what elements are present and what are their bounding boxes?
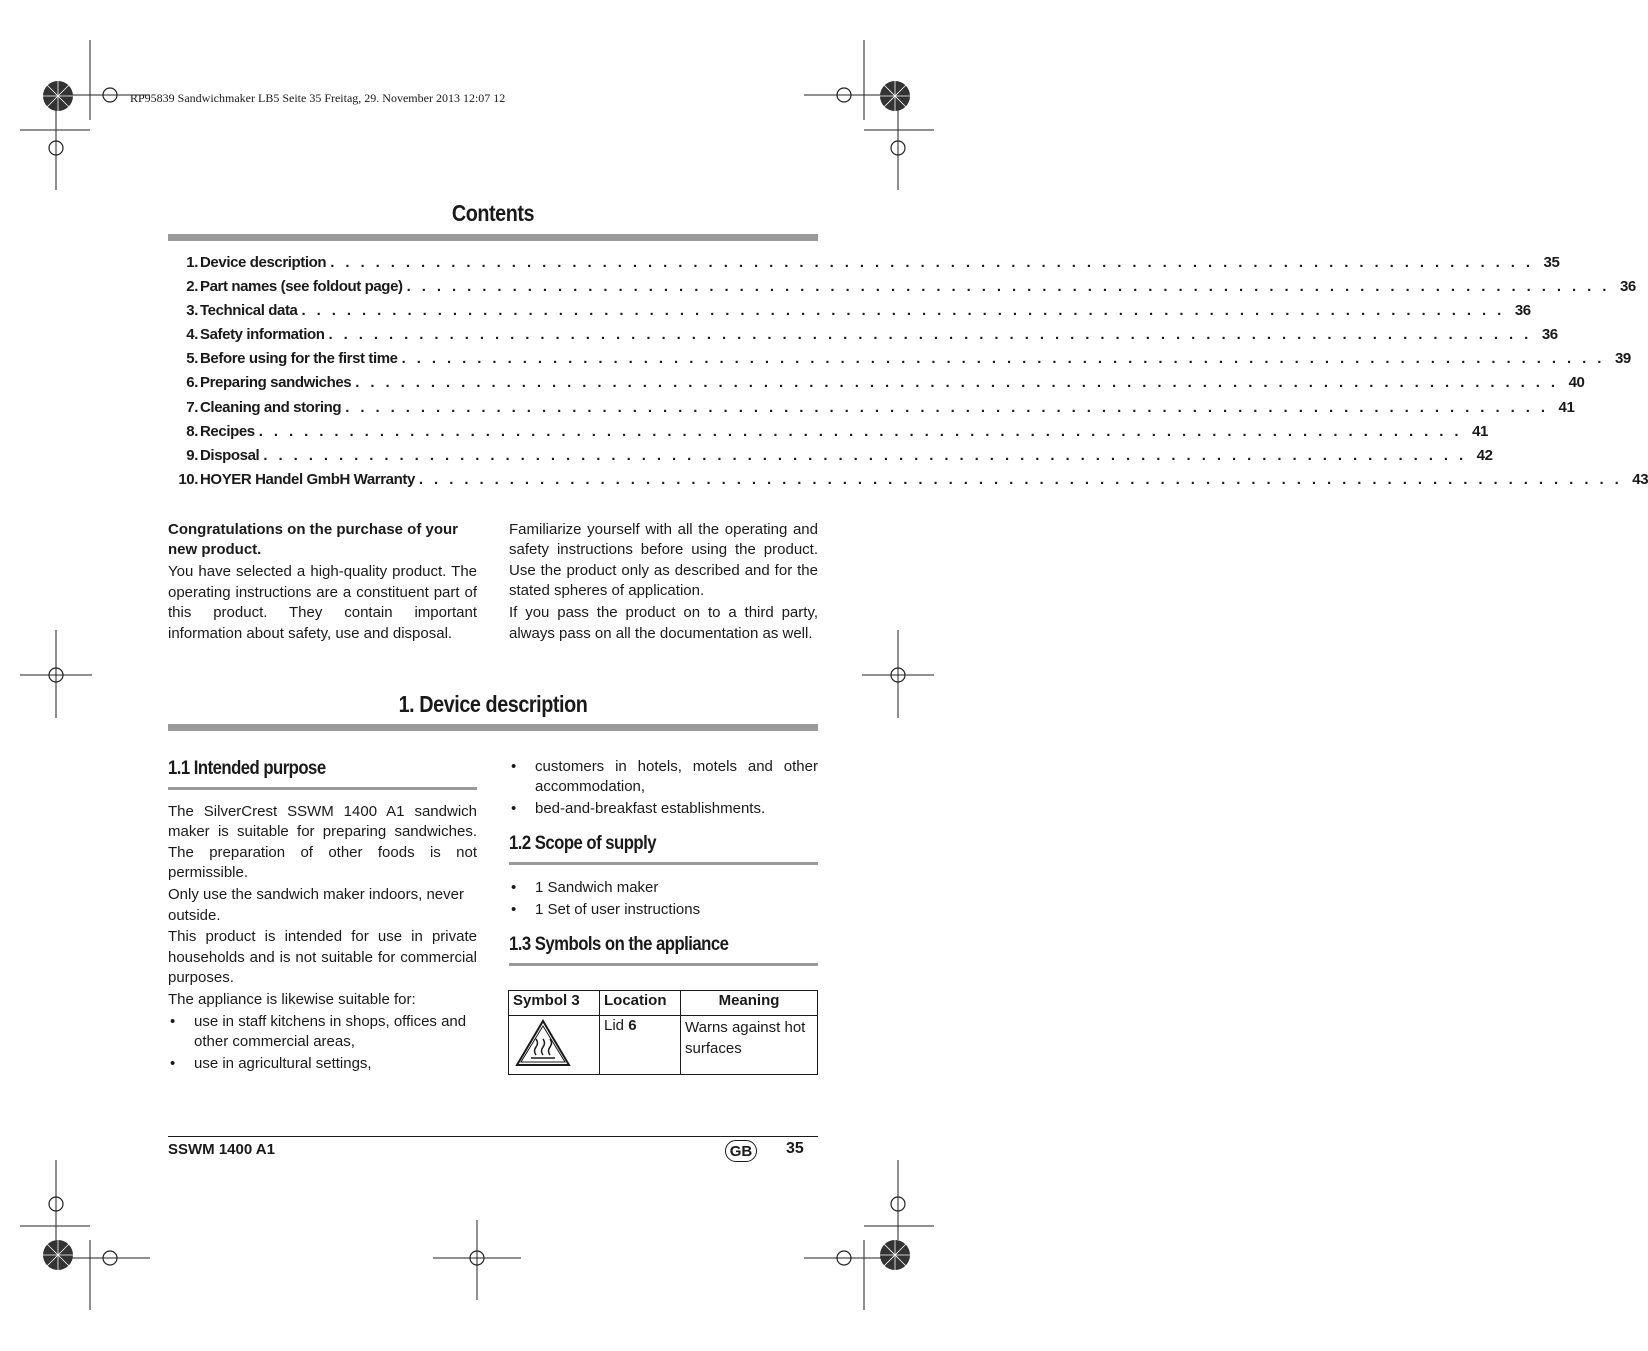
toc-item[interactable] — [168, 302, 1531, 326]
rule-symbols — [509, 963, 818, 966]
purpose-p4: The appliance is likewise suitable for: — [168, 991, 416, 1009]
toc-item-title: Technical data — [200, 302, 298, 320]
table-cell-symbol — [509, 1016, 600, 1075]
table-header-location: Location — [600, 991, 681, 1016]
table-header-symbol: Symbol 3 — [509, 991, 600, 1016]
list-item: • use in agricultural settings, — [168, 1054, 477, 1074]
toc-leader-dots: . . . . . . . . . . . . . . . . . . . . . . . . . . . . . . . . . . . . . . . . . . . . . . . . . . . . . . . . . . . . . . . . . . . . . . . . . . . . . . . . — [330, 254, 1534, 271]
toc-leader-dots: . . . . . . . . . . . . . . . . . . . . . . . . . . . . . . . . . . . . . . . . . . . . . . . . . . . . . . . . . . . . . . . . . . . . . . . . . . . . . . . . — [263, 446, 1467, 464]
section-title: 1. Device description — [398, 691, 588, 717]
toc-item[interactable] — [168, 350, 1631, 374]
toc-item-number: 10. — [178, 470, 198, 488]
hot-surface-warning-icon — [513, 1017, 573, 1069]
list-item: • bed-and-breakfast establishments. — [509, 799, 818, 819]
table-of-contents — [168, 254, 1648, 495]
table-header-meaning: Meaning — [681, 991, 818, 1016]
purpose-p1: The SilverCrest SSWM 1400 A1 sandwich maker is suitable for preparing sandwiches. The preparation of other foods is not permissible. — [168, 803, 477, 882]
purpose-bullets-right — [509, 757, 818, 820]
toc-item-page: 39 — [1614, 350, 1631, 368]
rule-scope-of-supply — [509, 862, 818, 865]
symbols-table — [508, 990, 818, 1075]
toc-item-number: 4. — [186, 326, 198, 344]
list-item: • use in staff kitchens in shops, offices and other commercial areas, — [168, 1012, 477, 1053]
toc-item[interactable] — [168, 398, 1575, 423]
toc-item-number: 6. — [186, 374, 198, 392]
location-text: Lid — [604, 1017, 629, 1034]
table-cell-location — [600, 1016, 681, 1075]
toc-item-title: Preparing sandwiches — [200, 374, 352, 392]
intro-heading: Congratulations on the purchase of your new product. — [168, 521, 459, 559]
intro-left-text: You have selected a high-quality product. The operating instructions are a constituent part of this product. They contain important information about safety, use and disposal. — [168, 563, 477, 642]
toc-item-page: 35 — [1543, 254, 1560, 271]
toc-item[interactable] — [168, 254, 1560, 278]
toc-item[interactable] — [168, 422, 1488, 447]
toc-item-number: 2. — [186, 278, 198, 296]
heading-scope-of-supply: 1.2 Scope of supply — [509, 833, 657, 854]
toc-item-number: 9. — [186, 446, 198, 464]
table-cell-meaning: Warns against hot surfaces — [681, 1016, 818, 1075]
toc-leader-dots: . . . . . . . . . . . . . . . . . . . . . . . . . . . . . . . . . . . . . . . . . . . . . . . . . . . . . . . . . . . . . . . . . . . . . . . . . . . . . . . . — [401, 350, 1605, 368]
toc-leader-dots: . . . . . . . . . . . . . . . . . . . . . . . . . . . . . . . . . . . . . . . . . . . . . . . . . . . . . . . . . . . . . . . . . . . . . . . . . . . . . . . . — [355, 374, 1559, 392]
toc-leader-dots: . . . . . . . . . . . . . . . . . . . . . . . . . . . . . . . . . . . . . . . . . . . . . . . . . . . . . . . . . . . . . . . . . . . . . . . . . . . . . . . . — [418, 470, 1623, 488]
toc-leader-dots: . . . . . . . . . . . . . . . . . . . . . . . . . . . . . . . . . . . . . . . . . . . . . . . . . . . . . . . . . . . . . . . . . . . . . . . . . . . . . . . . — [301, 302, 1505, 320]
contents-bar — [168, 234, 818, 241]
toc-leader-dots: . . . . . . . . . . . . . . . . . . . . . . . . . . . . . . . . . . . . . . . . . . . . . . . . . . . . . . . . . . . . . . . . . . . . . . . . . . . . . . . . — [345, 398, 1549, 416]
toc-item-title: Safety information — [200, 326, 325, 344]
toc-item-page: 36 — [1541, 326, 1558, 344]
section-bar — [168, 724, 818, 731]
toc-item-title: Device description — [200, 254, 327, 271]
list-item: • 1 Set of user instructions — [509, 900, 818, 920]
purpose-p3: This product is intended for use in private households and is not suitable for commercial purposes. — [168, 928, 477, 987]
toc-item-page: 41 — [1472, 422, 1488, 440]
purpose-bullets-left — [168, 1012, 477, 1075]
location-number: 6 — [628, 1017, 637, 1034]
footer-model: SSWM 1400 A1 — [168, 1141, 275, 1158]
toc-leader-dots: . . . . . . . . . . . . . . . . . . . . . . . . . . . . . . . . . . . . . . . . . . . . . . . . . . . . . . . . . . . . . . . . . . . . . . . . . . . . . . . . — [328, 326, 1532, 344]
toc-item[interactable] — [168, 446, 1493, 471]
footer-page-number: 35 — [786, 1140, 804, 1157]
toc-item-number: 5. — [186, 350, 198, 368]
toc-item-number: 3. — [186, 302, 198, 320]
toc-item-page: 36 — [1619, 278, 1636, 296]
purpose-bullets-right-col — [509, 757, 818, 821]
heading-intended-purpose: 1.1 Intended purpose — [168, 758, 326, 779]
print-header: RP95839 Sandwichmaker LB5 Seite 35 Freitag, 29. November 2013 12:07 12 — [130, 91, 506, 105]
toc-item-page: 40 — [1568, 374, 1585, 392]
toc-item-title: Part names (see foldout page) — [200, 278, 403, 296]
toc-item[interactable] — [168, 326, 1558, 350]
toc-item-title: Disposal — [200, 446, 260, 464]
toc-item-title: Before using for the first time — [200, 350, 398, 368]
rule-intended-purpose — [168, 787, 477, 790]
intro-right — [509, 520, 818, 645]
toc-item-number: 1. — [186, 254, 198, 271]
scope-list — [509, 878, 818, 922]
intro-left — [168, 520, 477, 645]
list-item: • customers in hotels, motels and other accommodation, — [509, 757, 818, 798]
toc-item[interactable] — [168, 278, 1636, 302]
toc-item-number: 8. — [186, 422, 198, 440]
toc-item-page: 41 — [1558, 398, 1575, 416]
toc-item-title: Recipes — [200, 422, 255, 440]
footer-rule — [168, 1136, 818, 1137]
toc-item-page: 42 — [1476, 446, 1493, 464]
list-item: • 1 Sandwich maker — [509, 878, 818, 898]
toc-leader-dots: . . . . . . . . . . . . . . . . . . . . . . . . . . . . . . . . . . . . . . . . . . . . . . . . . . . . . . . . . . . . . . . . . . . . . . . . . . . . . . . . — [258, 422, 1462, 440]
purpose-p2: Only use the sandwich maker indoors, never outside. — [168, 886, 464, 924]
language-badge: GB — [725, 1140, 757, 1162]
toc-item-title: Cleaning and storing — [200, 398, 342, 416]
intro-right-p1: Familiarize yourself with all the operating and safety instructions before using the product. Use the product only as described and for the stated spheres of application. — [509, 521, 818, 600]
toc-leader-dots: . . . . . . . . . . . . . . . . . . . . . . . . . . . . . . . . . . . . . . . . . . . . . . . . . . . . . . . . . . . . . . . . . . . . . . . . . . . . . . . . — [406, 278, 1610, 296]
heading-symbols: 1.3 Symbols on the appliance — [509, 934, 729, 955]
intended-purpose-text — [168, 802, 477, 1076]
toc-item[interactable] — [168, 374, 1585, 398]
toc-item-page: 43 — [1632, 470, 1648, 488]
toc-item[interactable] — [168, 470, 1648, 495]
toc-item-number: 7. — [186, 398, 198, 416]
intro-right-p2: If you pass the product on to a third party, always pass on all the documentation as well. — [509, 604, 818, 642]
toc-item-title: HOYER Handel GmbH Warranty — [200, 470, 415, 488]
contents-title: Contents — [451, 200, 535, 226]
toc-item-page: 36 — [1514, 302, 1531, 320]
